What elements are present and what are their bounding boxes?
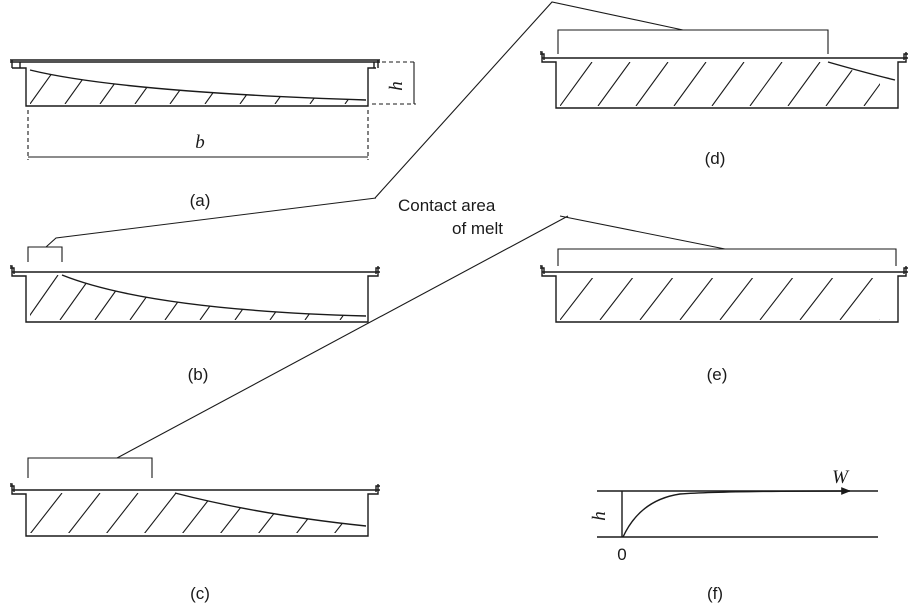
panel-a-hatching	[30, 62, 375, 104]
panel-a	[10, 60, 416, 210]
panel-a-label: (a)	[189, 191, 211, 210]
panel-b-melt-front	[62, 275, 366, 316]
annotation-line-2: of melt	[452, 219, 504, 238]
height-dimension	[372, 62, 416, 104]
width-label: b	[195, 132, 205, 153]
leader-line-b	[46, 198, 376, 247]
graph-h-label: h	[589, 511, 610, 521]
panel-e	[540, 249, 914, 384]
panel-e-label: (e)	[706, 365, 728, 384]
contact-area-annotation	[46, 2, 725, 458]
graph-w-label: W	[832, 467, 848, 488]
graph-origin-label: 0	[617, 545, 627, 564]
panel-d-contact-bracket	[558, 30, 828, 54]
panel-a-melt-front	[30, 70, 366, 100]
panel-d-label: (d)	[704, 149, 726, 168]
height-label: h	[386, 81, 407, 91]
panel-c-label: (c)	[190, 584, 210, 603]
panel-b	[10, 247, 380, 384]
panel-c-melt-front	[175, 493, 366, 526]
panel-f-graph	[589, 467, 878, 603]
width-dimension	[28, 110, 368, 160]
panel-f-label: (f)	[706, 584, 724, 603]
annotation-line-1: Contact area	[398, 196, 496, 215]
panel-d	[540, 30, 908, 168]
leader-line-c	[117, 216, 568, 458]
panel-b-contact-bracket	[28, 247, 62, 262]
panel-c-contact-bracket	[28, 458, 152, 478]
panel-d-melt-front	[828, 62, 895, 80]
panel-c	[10, 458, 380, 603]
panel-a-cavity	[10, 62, 380, 106]
leader-line-d	[375, 2, 683, 198]
panel-e-hatching	[560, 276, 914, 320]
panel-e-contact-bracket	[558, 249, 896, 266]
leader-line-e	[560, 216, 725, 249]
graph-curve	[623, 491, 850, 537]
panel-d-hatching	[560, 62, 896, 106]
panel-b-label: (b)	[187, 365, 209, 384]
